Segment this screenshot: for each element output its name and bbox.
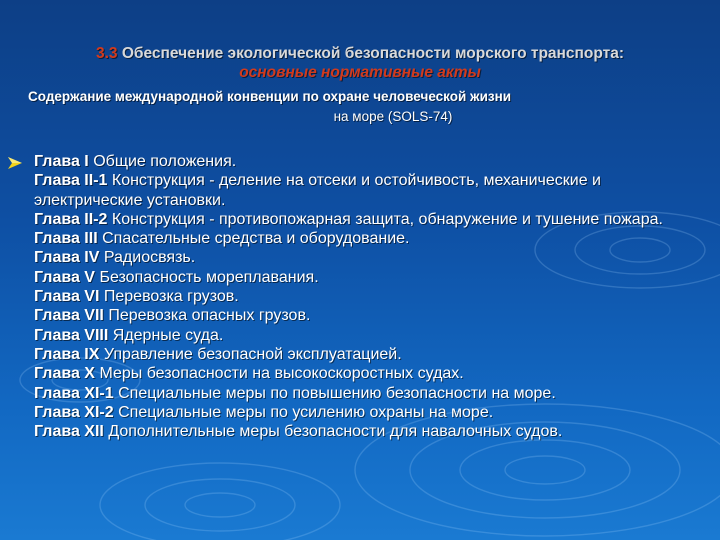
slide-subtitle <box>18 88 618 126</box>
chapter-label: Глава III <box>34 230 98 248</box>
title-line-2: основные нормативные акты <box>239 64 481 81</box>
chapter-text: Радиосвязь. <box>103 249 196 267</box>
chapter-label: Глава II-1 <box>34 172 108 190</box>
chapter-label: Глава XI-1 <box>34 384 114 402</box>
chapter-text: Перевозка опасных грузов. <box>108 307 311 325</box>
chapter-item <box>34 248 704 267</box>
chapter-text: Конструкция - противопожарная защита, обнаружение и тушение пожара. <box>111 210 663 228</box>
chapter-item <box>34 152 704 171</box>
chapter-label: Глава X <box>34 365 95 383</box>
chapter-label: Глава VIII <box>34 326 109 344</box>
chapter-item <box>34 287 704 306</box>
subtitle-line-1: Содержание международной конвенции по охране человеческой жизни <box>28 89 512 104</box>
chapter-text: Безопасность мореплавания. <box>99 268 319 286</box>
subtitle-line-2: на море (SOLS-74) <box>333 109 453 124</box>
chapter-item <box>34 171 704 210</box>
chapter-item <box>34 306 704 325</box>
slide-title <box>0 44 720 82</box>
chapter-text: Спасательные средства и оборудование. <box>102 230 410 248</box>
title-text: Обеспечение экологической безопасности морского транспорта: <box>121 45 624 62</box>
arrow-bullet-icon <box>6 155 24 171</box>
title-line-1 <box>0 44 720 63</box>
chapter-text: Специальные меры по повышению безопасности на море. <box>118 384 556 402</box>
chapter-text: Специальные меры по усилению охраны на море. <box>118 403 494 421</box>
chapter-label: Глава XII <box>34 423 104 441</box>
chapter-item <box>34 422 704 441</box>
chapter-text: Конструкция - деление на отсеки и остойчивость, механические и электрические установки. <box>34 172 601 209</box>
chapter-item <box>34 345 704 364</box>
chapter-label: Глава IX <box>34 345 100 363</box>
chapter-text: Дополнительные меры безопасности для навалочных судов. <box>108 423 563 441</box>
chapter-item <box>34 229 704 248</box>
chapter-list <box>34 152 704 441</box>
chapter-text: Общие положения. <box>93 153 237 170</box>
title-section-number: 3.3 <box>95 45 118 62</box>
chapter-label: Глава VII <box>34 307 104 325</box>
chapter-text: Перевозка грузов. <box>103 288 239 306</box>
chapter-label: Глава XI-2 <box>34 403 114 421</box>
chapter-item <box>34 384 704 403</box>
chapter-item <box>34 210 704 229</box>
chapter-label: Глава II-2 <box>34 210 108 228</box>
chapter-item <box>34 268 704 287</box>
chapter-label: Глава VI <box>34 288 100 306</box>
chapter-text: Ядерные суда. <box>112 326 224 344</box>
chapter-label: Глава I <box>34 153 89 170</box>
chapter-text: Управление безопасной эксплуатацией. <box>103 345 402 363</box>
chapter-item <box>34 403 704 422</box>
chapter-item <box>34 364 704 383</box>
chapter-label: Глава IV <box>34 249 100 267</box>
chapter-text: Меры безопасности на высокоскоростных судах. <box>99 365 464 383</box>
chapter-item <box>34 326 704 345</box>
chapter-label: Глава V <box>34 268 95 286</box>
